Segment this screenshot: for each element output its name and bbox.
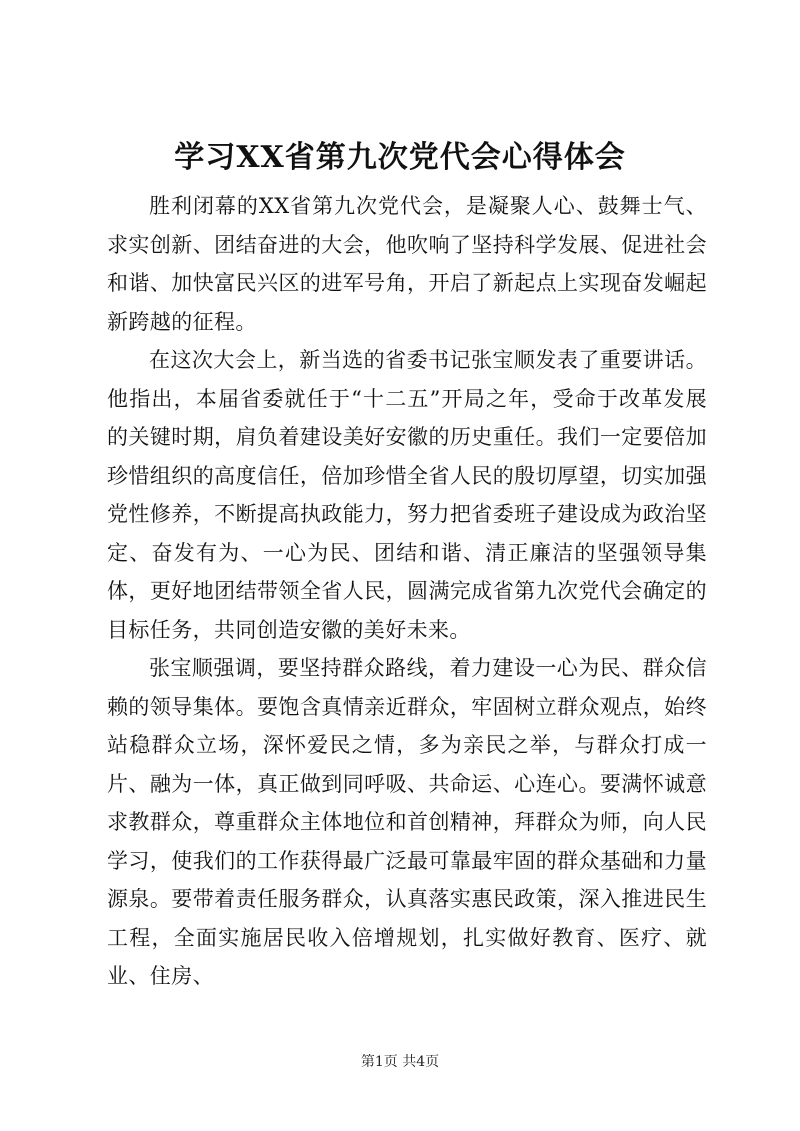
document-body xyxy=(107,187,707,996)
paragraph: 张宝顺强调，要坚持群众路线，着力建设一心为民、群众信赖的领导集体。要饱含真情亲近群众，牢固树立群众观点，始终站稳群众立场，深怀爱民之情，多为亲民之举，与群众打成一片、融为一体，真正做到同呼吸、共命运、心连心。要满怀诚意求教群众，尊重群众主体地位和首创精神，拜群众为师，向人民学习，使我们的工作获得最广泛最可靠最牢固的群众基础和力量源泉。要带着责任服务群众，认真落实惠民政策，深入推进民生工程，全面实施居民收入倍增规划，扎实做好教育、医疗、就业、住房、 xyxy=(107,656,707,988)
document-title: 学习XX省第九次党代会心得体会 xyxy=(174,140,626,175)
page-number-footer: 第1页 共4页 xyxy=(360,1054,440,1070)
paragraph: 在这次大会上，新当选的省委书记张宝顺发表了重要讲话。他指出，本届省委就任于“十二五”开局之年，受命于改革发展的关键时期，肩负着建设美好安徽的历史重任。我们一定要倍加珍惜组织的高度信任，倍加珍惜全省人民的殷切厚望，切实加强党性修养，不断提高执政能力，努力把省委班子建设成为政治坚定、奋发有为、一心为民、团结和谐、清正廉洁的坚强领导集体，更好地团结带领全省人民，圆满完成省第九次党代会确定的目标任务，共同创造安徽的美好未来。 xyxy=(107,348,707,642)
paragraph: 胜利闭幕的XX省第九次党代会，是凝聚人心、鼓舞士气、求实创新、团结奋进的大会，他吹响了坚持科学发展、促进社会和谐、加快富民兴区的进军号角，开启了新起点上实现奋发崛起新跨越的征程。 xyxy=(107,194,707,334)
